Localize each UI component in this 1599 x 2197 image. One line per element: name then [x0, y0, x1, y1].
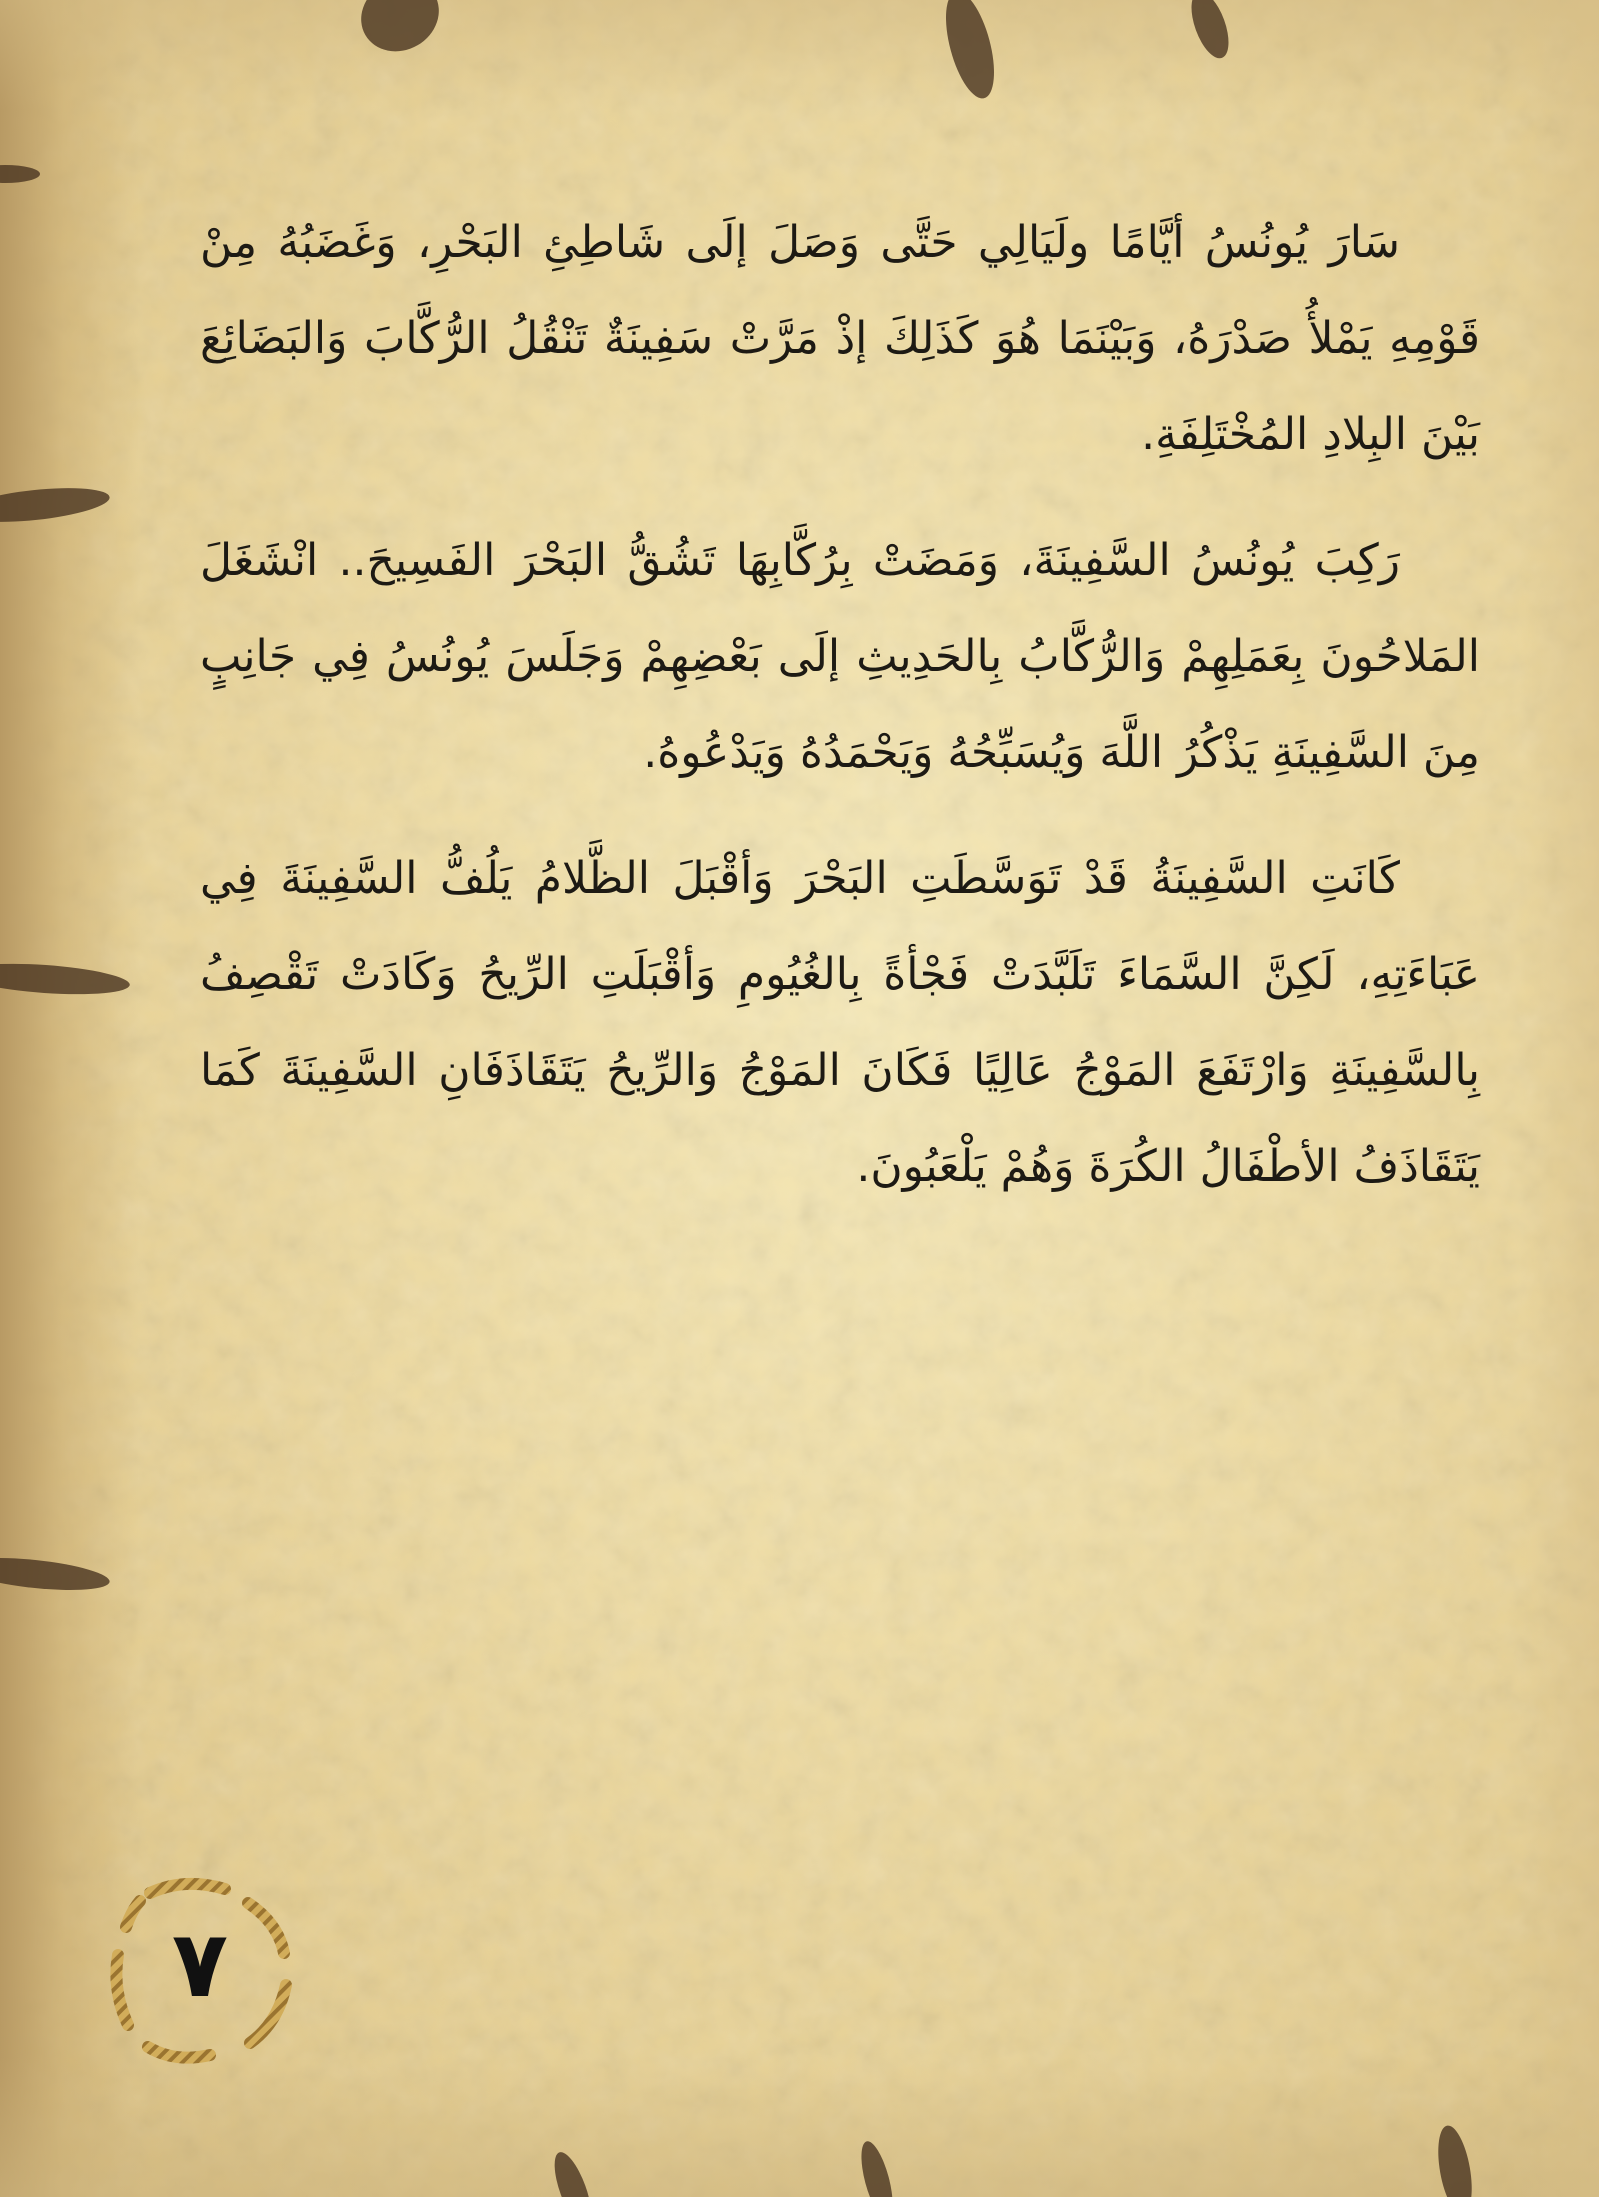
- paragraph-1: سَارَ يُونُسُ أيَّامًا ولَيَالِي حَتَّى وَصَلَ إلَى شَاطِئِ البَحْرِ، وَغَضَبُهُ مِنْ قَوْمِهِ يَمْلأُ صَدْرَهُ، وَبَيْنَمَا هُوَ كَذَلِكَ إذْ مَرَّتْ سَفِينَةٌ تَنْقُلُ الرُّكَّابَ وَالبَضَائِعَ بَيْنَ البِلادِ المُخْتَلِفَةِ.: [200, 217, 1480, 460]
- story-text: [200, 195, 1480, 1245]
- page-number-badge: [90, 1855, 310, 2075]
- bottom-edge-shadow: [0, 2057, 1599, 2197]
- page-number: ٧: [171, 1911, 229, 2018]
- paragraph-2: رَكِبَ يُونُسُ السَّفِينَةَ، وَمَضَتْ بِرُكَّابِهَا تَشُقُّ البَحْرَ الفَسِيحَ.. انْشَغَلَ المَلاحُونَ بِعَمَلِهِمْ وَالرُّكَّابُ بِالحَدِيثِ إلَى بَعْضِهِمْ وَجَلَسَ يُونُسُ فِي جَانِبٍ مِنَ السَّفِينَةِ يَذْكُرُ اللَّهَ وَيُسَبِّحُهُ وَيَحْمَدُهُ وَيَدْعُوهُ.: [200, 535, 1480, 778]
- top-edge-shadow: [0, 0, 1599, 110]
- paragraph-3: كَانَتِ السَّفِينَةُ قَدْ تَوَسَّطَتِ البَحْرَ وَأقْبَلَ الظَّلامُ يَلُفُّ السَّفِينَةَ فِي عَبَاءَتِهِ، لَكِنَّ السَّمَاءَ تَلَبَّدَتْ فَجْأةً بِالغُيُومِ وَأقْبَلَتِ الرِّيحُ وَكَادَتْ تَقْصِفُ بِالسَّفِينَةِ وَارْتَفَعَ المَوْجُ عَالِيًا فَكَانَ المَوْجُ وَالرِّيحُ يَتَقَاذَفَانِ السَّفِينَةَ كَمَا يَتَقَاذَفُ الأطْفَالُ الكُرَةَ وَهُمْ يَلْعَبُونَ.: [200, 853, 1480, 1192]
- right-edge-shadow: [1519, 0, 1599, 2197]
